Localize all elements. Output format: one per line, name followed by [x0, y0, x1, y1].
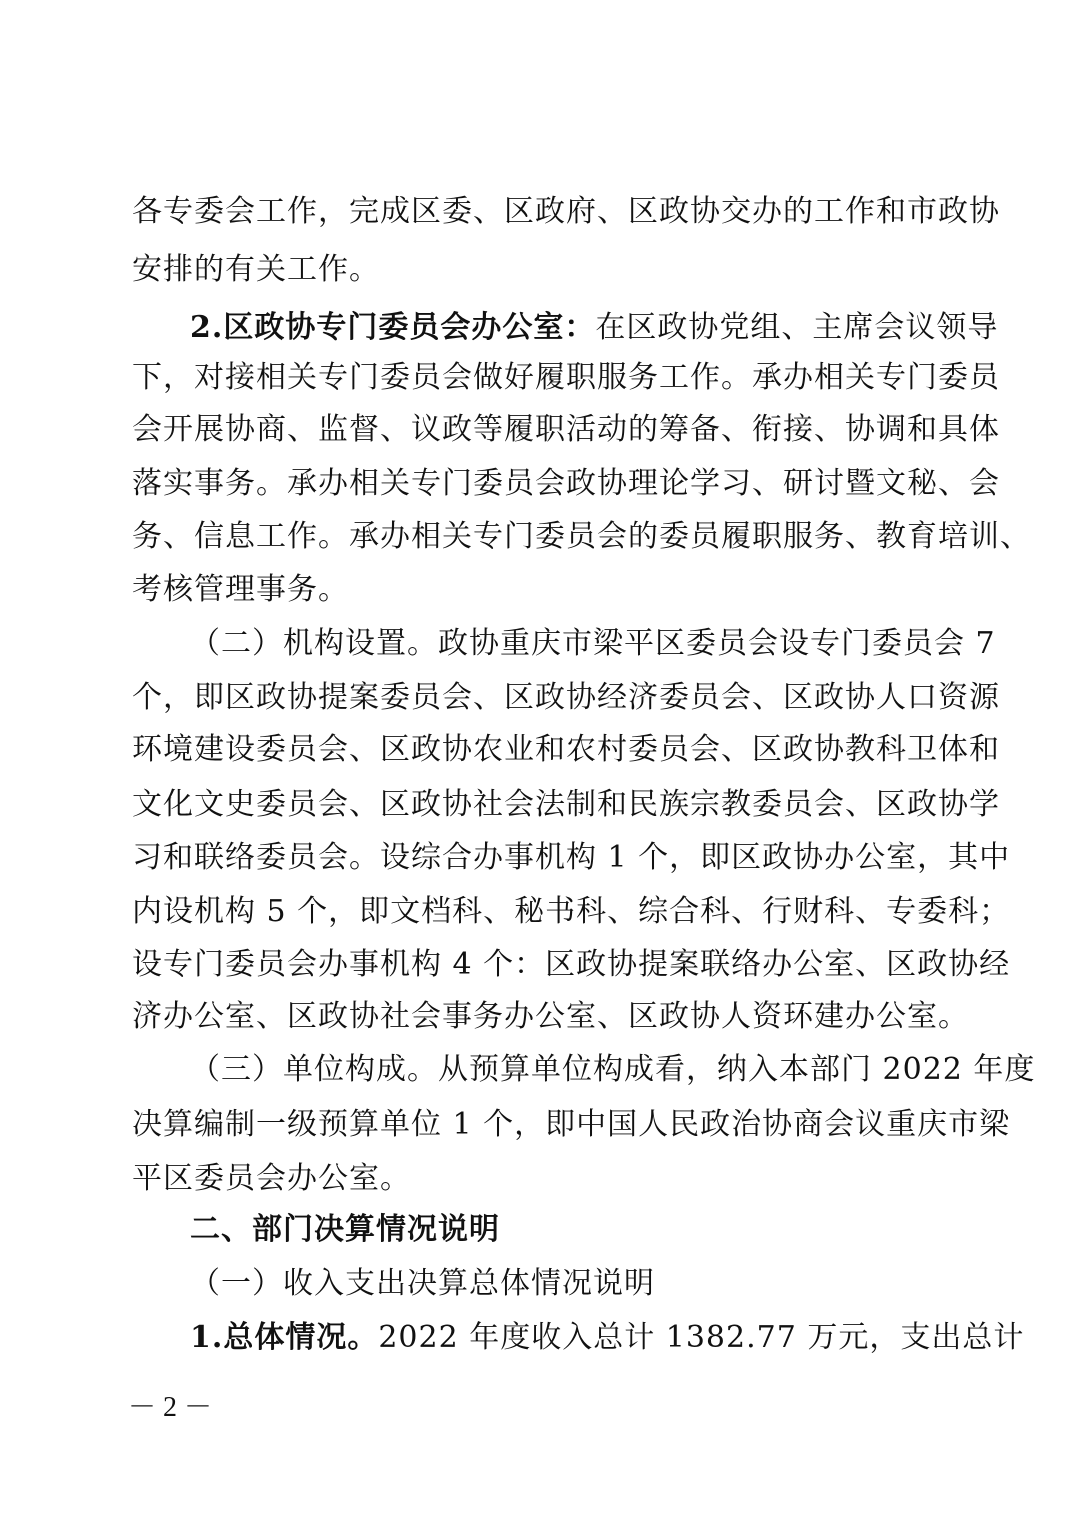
- body-line: 环境建设委员会、区政协农业和农村委员会、区政协教科卫体和: [132, 732, 1000, 767]
- body-line: 安排的有关工作。: [132, 252, 380, 287]
- body-line: 内设机构 5 个，即文档科、秘书科、综合科、行财科、专委科；: [132, 894, 1011, 929]
- body-line: 务、信息工作。承办相关专门委员会的委员履职服务、教育培训、: [132, 519, 1031, 554]
- paragraph-2-label: 2.区政协专门委员会办公室：: [190, 310, 596, 345]
- body-line: 习和联络委员会。设综合办事机构 1 个，即区政协办公室，其中: [132, 840, 1011, 875]
- body-line: 会开展协商、监督、议政等履职活动的筹备、衔接、协调和具体: [132, 412, 1000, 447]
- section-heading: 二、部门决算情况说明: [190, 1212, 500, 1247]
- body-line: 决算编制一级预算单位 1 个，即中国人民政治协商会议重庆市梁: [132, 1107, 1011, 1142]
- body-line: 设专门委员会办事机构 4 个：区政协提案联络办公室、区政协经: [132, 947, 1011, 982]
- paragraph-3-first-line: [190, 615, 996, 673]
- body-line: 平区委员会办公室。: [132, 1161, 411, 1196]
- subsection-heading: （一）收入支出决算总体情况说明: [190, 1266, 655, 1301]
- paragraph-3-label: （二）机构设置。: [190, 626, 438, 661]
- body-line: 各专委会工作，完成区委、区政府、区政协交办的工作和市政协: [132, 194, 1000, 229]
- paragraph-2-text: 在区政协党组、主席会议领导: [595, 310, 999, 345]
- body-line: 个，即区政协提案委员会、区政协经济委员会、区政协人口资源: [132, 680, 1000, 715]
- paragraph-5-first-line: [190, 1309, 1025, 1367]
- paragraph-3-text: 政协重庆市梁平区委员会设专门委员会 7: [438, 626, 996, 661]
- body-line: 济办公室、区政协社会事务办公室、区政协人资环建办公室。: [132, 999, 969, 1034]
- body-line: 落实事务。承办相关专门委员会政协理论学习、研讨暨文秘、会: [132, 466, 1000, 501]
- paragraph-5-label: 1.总体情况。: [190, 1320, 379, 1355]
- page-number: － 2 －: [128, 1392, 213, 1423]
- body-line: 文化文史委员会、区政协社会法制和民族宗教委员会、区政协学: [132, 787, 1000, 822]
- paragraph-5-text: 2022 年度收入总计 1382.77 万元，支出总计: [378, 1320, 1025, 1355]
- body-line: 考核管理事务。: [132, 572, 349, 607]
- paragraph-4-text: 从预算单位构成看，纳入本部门 2022 年度: [438, 1052, 1036, 1087]
- paragraph-4-label: （三）单位构成。: [190, 1052, 438, 1087]
- paragraph-4-first-line: [190, 1041, 1036, 1099]
- body-line: 下，对接相关专门委员会做好履职服务工作。承办相关专门委员: [132, 360, 1000, 395]
